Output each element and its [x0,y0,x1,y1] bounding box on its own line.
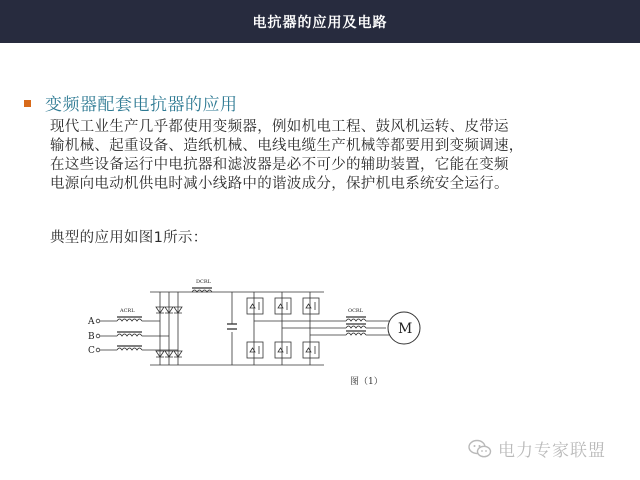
phase-label-a: A [88,317,95,327]
figure-caption: 图（1） [350,377,383,387]
figure-intro: 典型的应用如图1所示： [50,230,208,246]
dc-reactor-label: DCRL [196,279,211,285]
dc-reactor [192,279,212,292]
title-bar [0,0,640,43]
body-paragraph [50,118,622,194]
input-reactor-label: ACRL [120,308,135,314]
terminal-c [96,348,100,352]
motor-label: M [398,321,413,337]
rectifier-bridge [150,292,224,365]
input-reactor [100,308,178,350]
page-title: 电抗器的应用及电路 [252,14,388,31]
watermark-text: 电力专家联盟 [498,441,606,461]
paragraph-line: 电源向电动机供电时减小线路中的谐波成分，保护机电系统安全运行。 [50,176,509,192]
inverter-bridge [247,292,319,365]
paragraph-line: 输机械、起重设备、造纸机械、电线电缆生产机械等都要用到变频调速， [50,138,524,154]
phase-label-b: B [88,332,95,342]
wechat-icon [468,439,492,459]
output-reactor-label: OCRL [348,308,364,314]
section-heading: 变频器配套电抗器的应用 [45,95,238,115]
terminal-b [96,334,100,338]
output-reactor [346,308,366,335]
bullet-square-icon [24,100,31,107]
watermark [468,436,606,461]
paragraph-line: 现代工业生产几乎都使用变频器，例如机电工程、鼓风机运转、皮带运 [50,119,509,135]
terminal-a [96,319,100,323]
circuit-diagram [84,272,434,382]
phase-label-c: C [88,346,95,356]
paragraph-line: 在这些设备运行中电抗器和滤波器是必不可少的辅助装置，它能在变频 [50,157,509,173]
section-heading-row [24,90,238,115]
